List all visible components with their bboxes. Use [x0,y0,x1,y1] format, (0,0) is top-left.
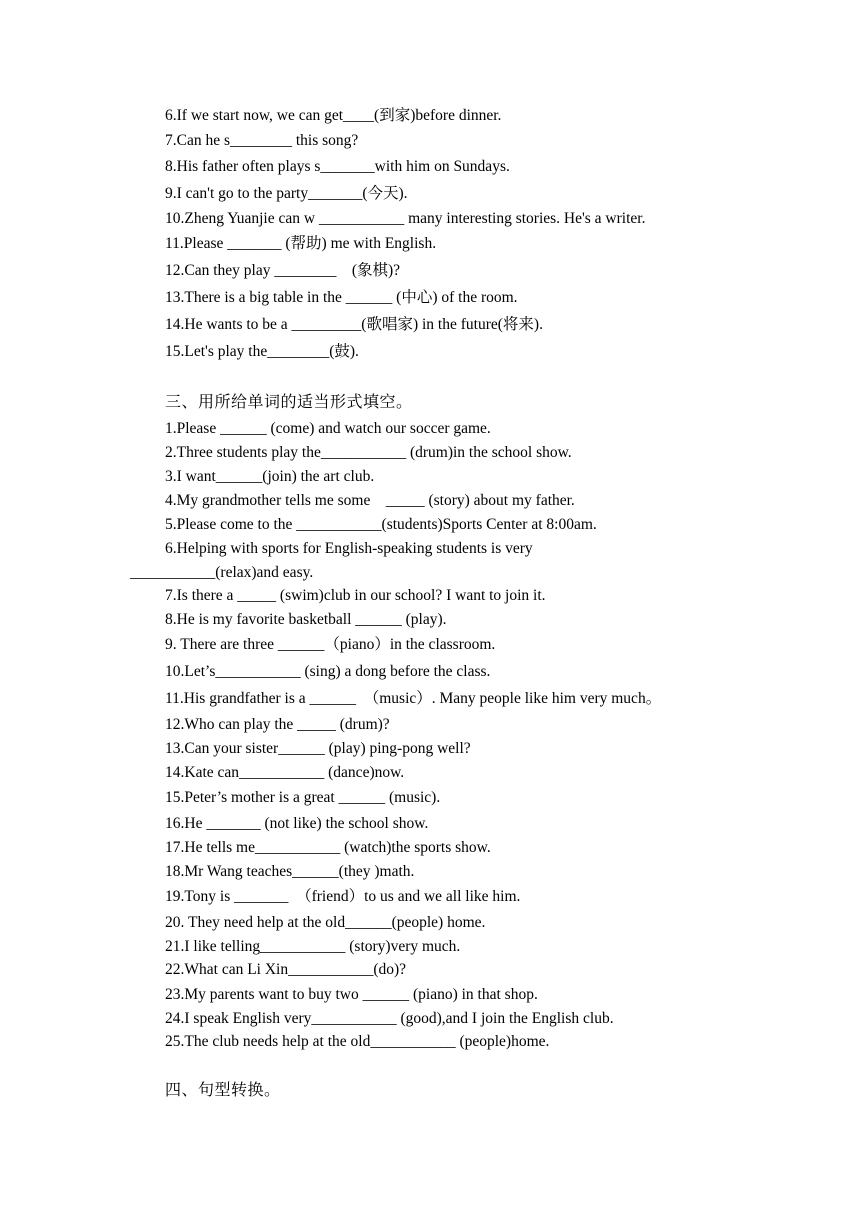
exercise-line: 8.He is my favorite basketball ______ (play). [165,611,447,628]
exercise-line: 21.I like telling___________ (story)very much. [165,938,461,955]
exercise-line: 6.Helping with sports for English-speaking students is very [165,540,533,557]
exercise-line: 11.Please _______ (帮助) me with English. [165,235,437,252]
exercise-line: 15.Let's play the________(鼓). [165,343,359,360]
exercise-line: 14.Kate can___________ (dance)now. [165,764,405,781]
exercise-line: 25.The club needs help at the old___________ (people)home. [165,1033,550,1050]
exercise-line: 13.Can your sister______ (play) ping-pong well? [165,740,471,757]
exercise-line: 13.There is a big table in the ______ (中心) of the room. [165,289,518,306]
exercise-line: 7.Can he s________ this song? [165,132,359,149]
exercise-line: 14.He wants to be a _________(歌唱家) in the future(将来). [165,316,543,333]
exercise-line: 11.His grandfather is a ______ （music）. Many people like him very much。 [165,690,662,707]
exercise-line-continuation: ___________(relax)and easy. [130,564,314,581]
exercise-line: 5.Please come to the ___________(students)Sports Center at 8:00am. [165,516,597,533]
exercise-line: 17.He tells me___________ (watch)the sports show. [165,839,491,856]
section-heading: 三、用所给单词的适当形式填空。 [165,394,413,411]
exercise-line: 2.Three students play the___________ (drum)in the school show. [165,444,572,461]
exercise-line: 16.He _______ (not like) the school show. [165,815,429,832]
exercise-line: 6.If we start now, we can get____(到家)before dinner. [165,107,502,124]
exercise-line: 19.Tony is _______ （friend）to us and we all like him. [165,888,521,905]
exercise-line: 20. They need help at the old______(people) home. [165,914,486,931]
exercise-line: 3.I want______(join) the art club. [165,468,375,485]
exercise-line: 24.I speak English very___________ (good),and I join the English club. [165,1010,614,1027]
exercise-line: 8.His father often plays s_______with him on Sundays. [165,158,510,175]
exercise-line: 10.Zheng Yuanjie can w ___________ many interesting stories. He's a writer. [165,210,646,227]
section-heading: 四、句型转换。 [165,1082,281,1099]
exercise-line: 12.Who can play the _____ (drum)? [165,716,390,733]
exercise-line: 18.Mr Wang teaches______(they )math. [165,863,415,880]
exercise-line: 9. There are three ______（piano）in the classroom. [165,636,496,653]
exercise-line: 12.Can they play ________ (象棋)? [165,262,401,279]
exercise-line: 15.Peter’s mother is a great ______ (music). [165,789,441,806]
exercise-line: 23.My parents want to buy two ______ (piano) in that shop. [165,986,538,1003]
exercise-line: 7.Is there a _____ (swim)club in our school? I want to join it. [165,587,546,604]
exercise-line: 22.What can Li Xin___________(do)? [165,961,407,978]
exercise-line: 10.Let’s___________ (sing) a dong before the class. [165,663,491,680]
exercise-line: 1.Please ______ (come) and watch our soccer game. [165,420,491,437]
exercise-line: 4.My grandmother tells me some _____ (story) about my father. [165,492,575,509]
exercise-line: 9.I can't go to the party_______(今天). [165,185,408,202]
